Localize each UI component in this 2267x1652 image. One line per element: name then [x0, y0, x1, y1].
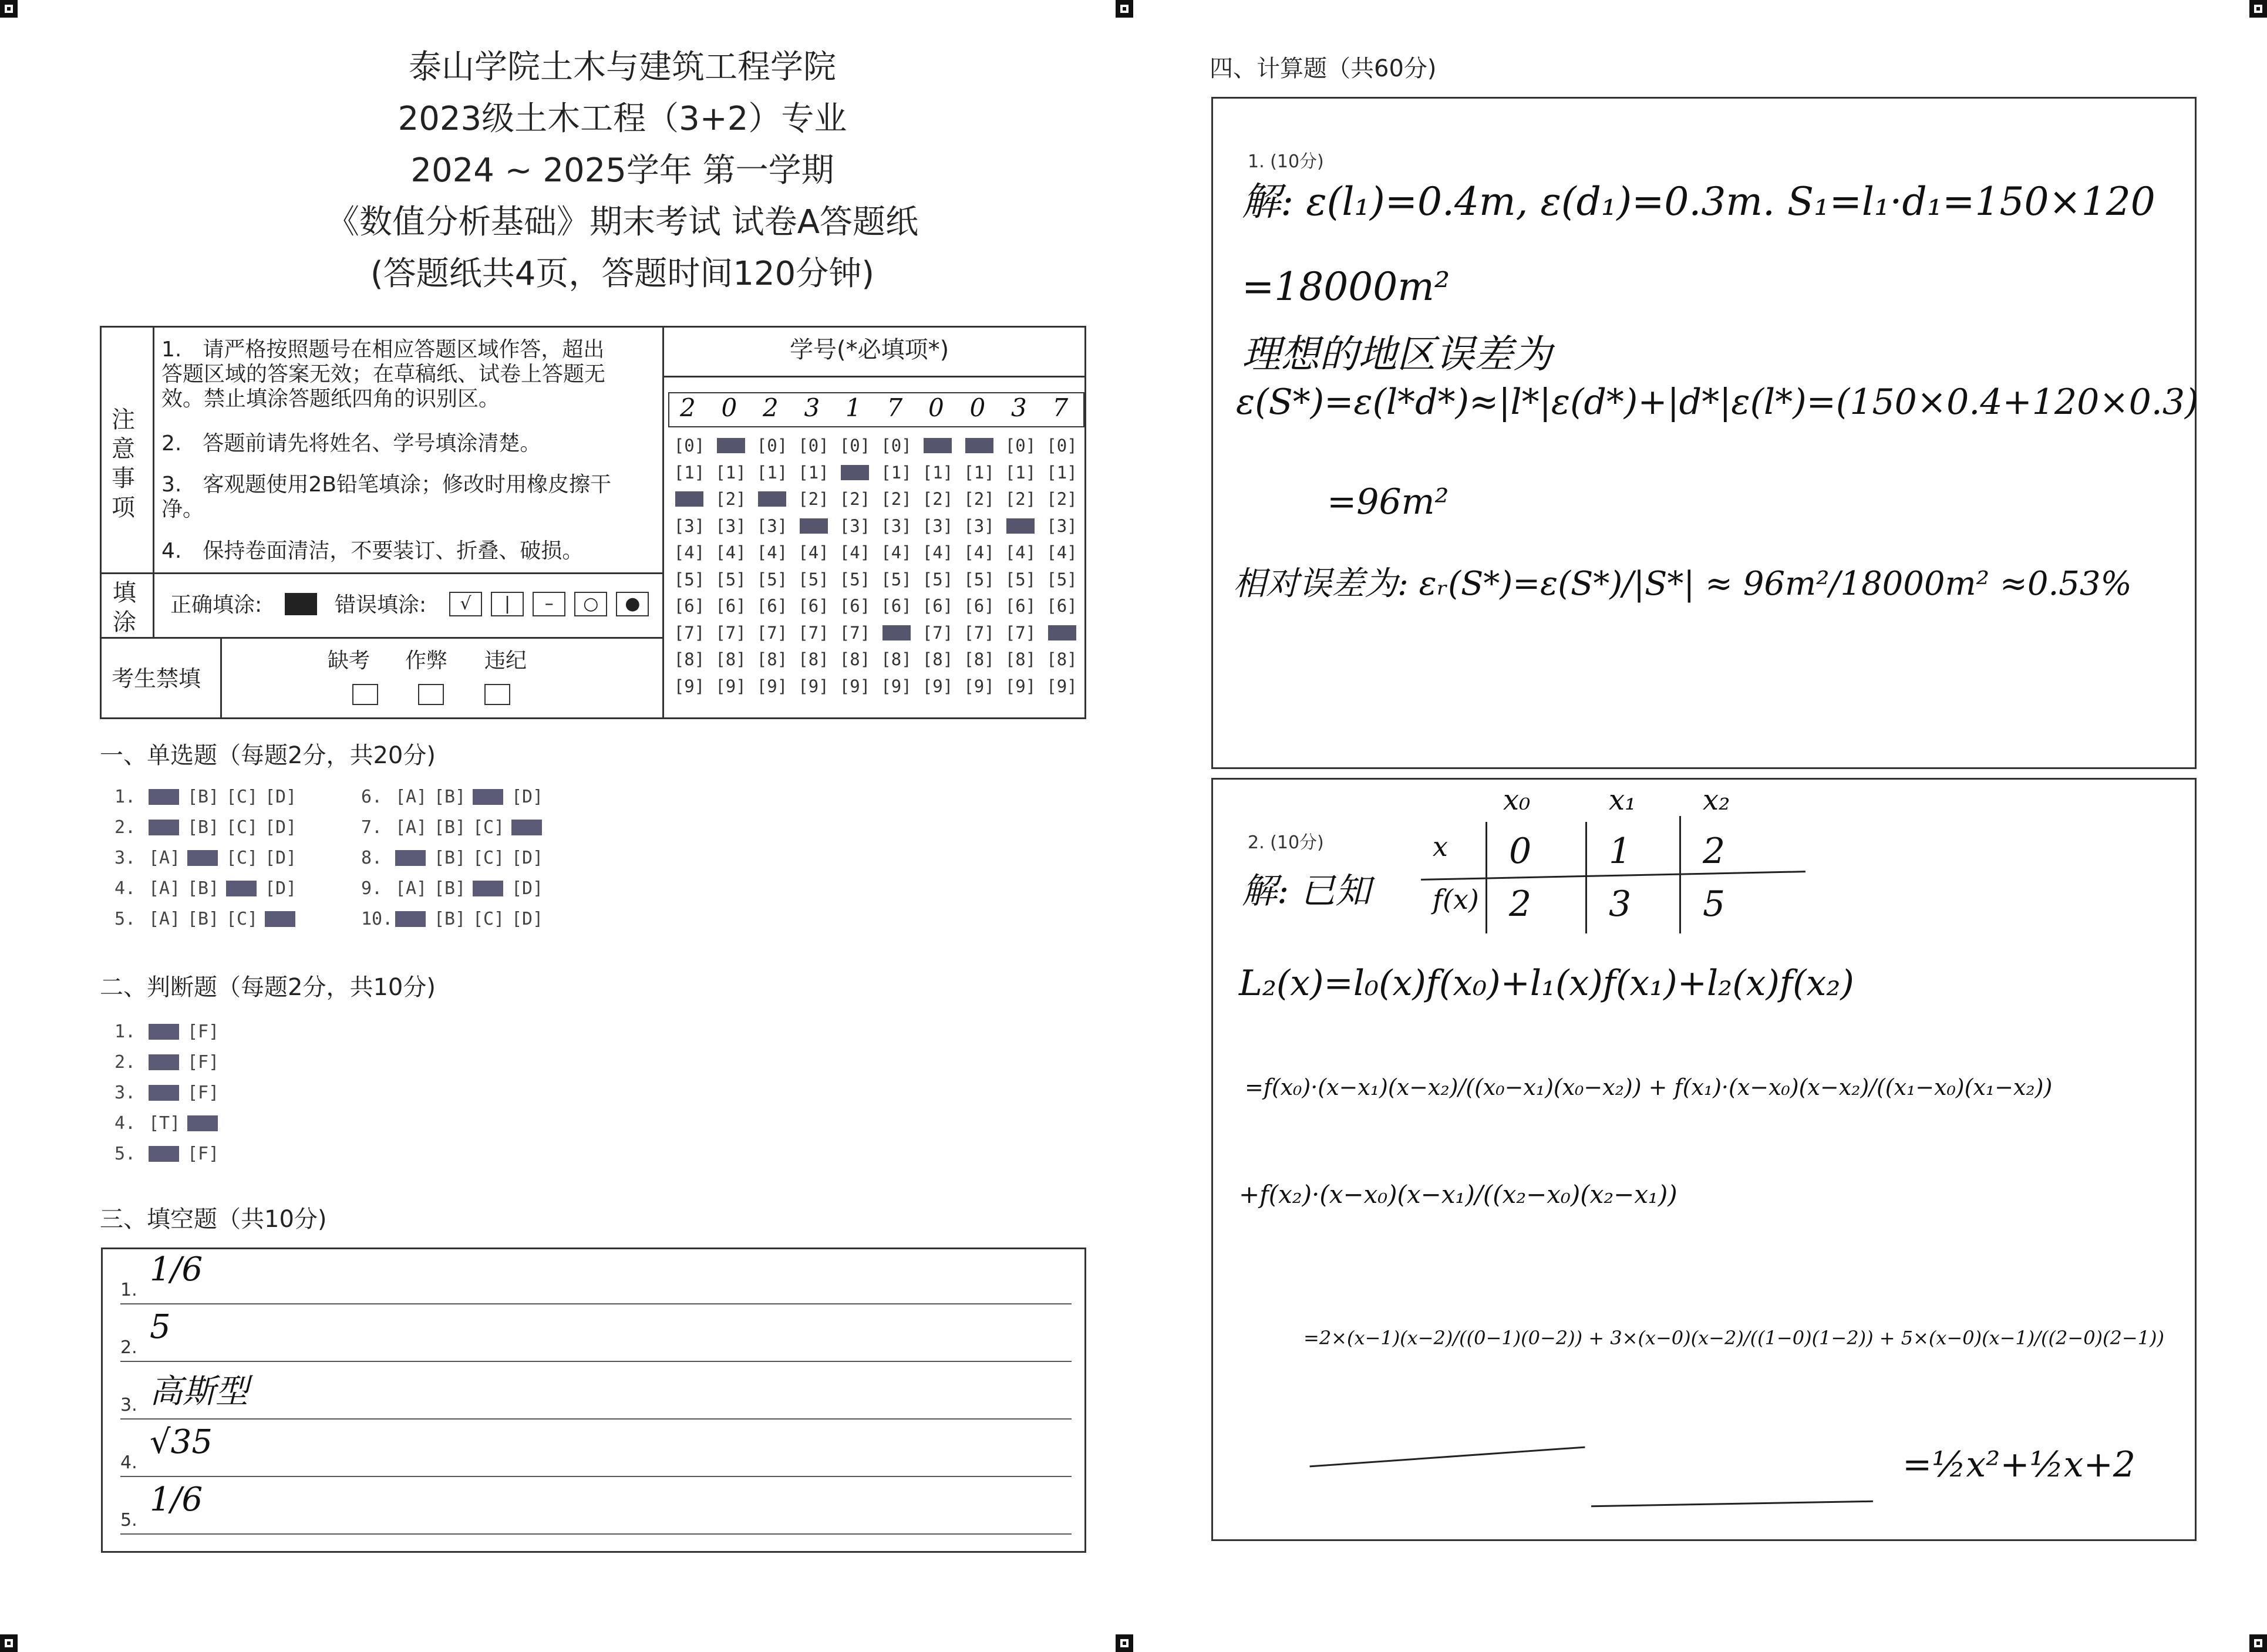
- true-false-bubble[interactable]: [F]: [187, 1083, 220, 1103]
- true-false-question: [114, 1052, 226, 1073]
- student-id-bubble[interactable]: [8]: [922, 649, 954, 669]
- student-id-bubble[interactable]: [5]: [715, 569, 746, 589]
- q1-line-3: 理想的地区误差为: [1242, 332, 1552, 377]
- forbidden-label: 考生禁填: [112, 666, 201, 692]
- blank-number: 5.: [120, 1510, 137, 1530]
- true-false-bubble[interactable]: [187, 1113, 226, 1134]
- true-false-bubble[interactable]: [149, 1083, 187, 1103]
- student-id-bubble[interactable]: [1]: [715, 462, 746, 483]
- question-number: 3.: [114, 1083, 136, 1103]
- question-number: 1.: [114, 787, 136, 807]
- blank-line: [120, 1303, 1072, 1304]
- single-choice-question: [114, 878, 304, 899]
- student-id-bubble[interactable]: [6]: [922, 596, 954, 616]
- choice-bubble[interactable]: [A]: [149, 878, 181, 899]
- blank-number: 2.: [120, 1337, 137, 1358]
- student-id-bubble[interactable]: [5]: [673, 569, 705, 589]
- student-id-bubble[interactable]: [875, 623, 918, 643]
- blank-number: 4.: [120, 1452, 137, 1473]
- student-id-written-digit: 3: [1011, 393, 1027, 422]
- student-id-bubble[interactable]: [2]: [922, 489, 954, 509]
- q2-table-cell: x: [1433, 831, 1448, 862]
- true-false-bubble[interactable]: [149, 1052, 187, 1073]
- choice-bubble[interactable]: [B]: [187, 817, 220, 838]
- correct-fill-label: 正确填涂:: [170, 593, 262, 617]
- q1-line-2: =18000m²: [1242, 264, 1450, 309]
- forbidden-cheat-box[interactable]: [418, 684, 444, 705]
- choice-bubble[interactable]: [A]: [395, 787, 427, 807]
- student-id-bubble[interactable]: [4]: [964, 542, 995, 562]
- student-id-bubble[interactable]: [834, 463, 876, 483]
- q2-label: 2. (10分): [1248, 832, 1324, 853]
- student-id-bubble[interactable]: [8]: [1005, 649, 1036, 669]
- student-id-bubble[interactable]: [6]: [839, 596, 871, 616]
- q1-line-1: 解: ε(l₁)=0.4m, ε(d₁)=0.3m. S₁=l₁·d₁=150×120: [1242, 179, 2155, 224]
- student-id-written-digit: 2: [680, 393, 696, 422]
- choice-bubble[interactable]: [D]: [265, 848, 297, 868]
- student-id-bubble[interactable]: [0]: [881, 436, 912, 456]
- student-id-bubble[interactable]: [8]: [756, 649, 788, 669]
- student-id-bubble[interactable]: [6]: [715, 596, 746, 616]
- student-id-written-digit: 2: [763, 393, 779, 422]
- true-false-question: [114, 1021, 226, 1042]
- wrong-mark-check: √: [449, 592, 482, 616]
- student-id-bubble[interactable]: [8]: [673, 649, 705, 669]
- choice-bubble[interactable]: [265, 909, 304, 929]
- student-id-bubble[interactable]: [5]: [881, 569, 912, 589]
- student-id-bubble[interactable]: [9]: [839, 676, 871, 696]
- student-id-bubble[interactable]: [9]: [715, 676, 746, 696]
- single-choice-question: [114, 848, 304, 868]
- question-number: 3.: [114, 848, 136, 868]
- q2-table-cell: 0: [1509, 831, 1532, 872]
- q1-line-4: ε(S*)=ε(l*d*)≈|l*|ε(d*)+|d*|ε(l*)=(150×0.4+120×0.3): [1236, 382, 2199, 423]
- single-choice-question: [114, 817, 304, 838]
- blank-answer[interactable]: √35: [150, 1423, 213, 1461]
- single-choice-question: [361, 787, 550, 807]
- wrong-fill-label: 错误填涂:: [335, 593, 427, 617]
- student-id-bubble[interactable]: [6]: [1046, 596, 1077, 616]
- choice-bubble[interactable]: [A]: [395, 878, 427, 899]
- choice-bubble[interactable]: [A]: [149, 909, 181, 929]
- student-id-bubble[interactable]: [3]: [922, 515, 954, 536]
- single-choice-question: [361, 909, 550, 929]
- student-id-bubble[interactable]: [7]: [839, 622, 871, 643]
- student-id-bubble[interactable]: [6]: [673, 596, 705, 616]
- student-id-bubble[interactable]: [6]: [756, 596, 788, 616]
- student-id-bubble[interactable]: [7]: [964, 622, 995, 643]
- blank-line: [120, 1533, 1072, 1535]
- blank-answer[interactable]: 1/6: [150, 1250, 203, 1289]
- student-id-written-digit: 7: [1052, 393, 1069, 422]
- student-id-bubble[interactable]: [7]: [1005, 622, 1036, 643]
- student-id-bubble[interactable]: [8]: [1046, 649, 1077, 669]
- question-number: 9.: [361, 878, 383, 899]
- section3-title: 三、填空题（共10分): [100, 1206, 327, 1233]
- q2-prefix: 解: 已知: [1242, 871, 1371, 912]
- corner-marker-bottom-middle: [1116, 1634, 1133, 1652]
- student-id-bubble[interactable]: [4]: [673, 542, 705, 562]
- choice-bubble[interactable]: [B]: [434, 848, 466, 868]
- q2-table-cell: 1: [1609, 831, 1632, 872]
- choice-bubble[interactable]: [C]: [226, 817, 258, 838]
- choice-bubble[interactable]: [D]: [265, 787, 297, 807]
- question-number: 7.: [361, 817, 383, 838]
- true-false-bubble[interactable]: [T]: [149, 1113, 181, 1134]
- header-line-4: 《数值分析基础》期末考试 试卷A答题纸: [326, 203, 919, 241]
- student-id-bubble[interactable]: [917, 436, 959, 456]
- student-id-bubble[interactable]: [6]: [798, 596, 829, 616]
- forbidden-violation: 违纪: [484, 649, 527, 673]
- choice-bubble[interactable]: [395, 848, 434, 868]
- student-id-bubble[interactable]: [958, 436, 1001, 456]
- student-id-bubble[interactable]: [1]: [1046, 462, 1077, 483]
- student-id-bubble[interactable]: [2]: [1005, 489, 1036, 509]
- student-id-bubble[interactable]: [2]: [964, 489, 995, 509]
- student-id-bubble[interactable]: [3]: [673, 515, 705, 536]
- student-id-bubble[interactable]: [2]: [715, 489, 746, 509]
- student-id-bubble[interactable]: [4]: [1005, 542, 1036, 562]
- forbidden-violation-box[interactable]: [484, 684, 510, 705]
- choice-bubble[interactable]: [C]: [226, 909, 258, 929]
- student-id-written-digit: 7: [887, 393, 903, 422]
- student-id-bubble[interactable]: [5]: [798, 569, 829, 589]
- student-id-bubble[interactable]: [4]: [715, 542, 746, 562]
- student-id-bubble[interactable]: [710, 436, 752, 456]
- student-id-bubble[interactable]: [0]: [673, 436, 705, 456]
- student-id-written-digit: 0: [721, 393, 737, 422]
- student-id-bubble[interactable]: [5]: [964, 569, 995, 589]
- question-number: 8.: [361, 848, 383, 868]
- student-id-bubble[interactable]: [1]: [798, 462, 829, 483]
- q2-head-x2: x₂: [1703, 784, 1730, 817]
- choice-bubble[interactable]: [226, 878, 265, 899]
- choice-bubble[interactable]: [C]: [226, 787, 258, 807]
- choice-bubble[interactable]: [149, 817, 187, 838]
- q1-line-5: =96m²: [1327, 481, 1449, 522]
- forbidden-cheat: 作弊: [405, 649, 448, 673]
- choice-bubble[interactable]: [395, 909, 434, 929]
- true-false-bubble[interactable]: [149, 1021, 187, 1042]
- notice-item-2: 2. 答题前请先将姓名、学号填涂清楚。: [161, 431, 541, 456]
- student-id-bubble[interactable]: [7]: [798, 622, 829, 643]
- q2-line-2: =f(x₀)·(x−x₁)(x−x₂)/((x₀−x₁)(x₀−x₂)) + f(x₁)·(x−x₀)(x−x₂)/((x₁−x₀)(x₁−x₂)): [1245, 1074, 2053, 1100]
- choice-bubble[interactable]: [D]: [511, 909, 544, 929]
- q2-line-3: +f(x₂)·(x−x₀)(x−x₁)/((x₂−x₀)(x₂−x₁)): [1239, 1180, 1677, 1209]
- single-choice-question: [114, 909, 304, 929]
- student-id-bubble[interactable]: [6]: [964, 596, 995, 616]
- choice-bubble[interactable]: [D]: [511, 878, 544, 899]
- corner-marker-bottom-right: [2249, 1634, 2267, 1652]
- student-id-bubble[interactable]: [3]: [715, 515, 746, 536]
- true-false-bubble[interactable]: [F]: [187, 1052, 220, 1073]
- student-id-bubble[interactable]: [4]: [881, 542, 912, 562]
- notice-label: 注意事项: [112, 406, 135, 521]
- student-id-bubble[interactable]: [9]: [1046, 676, 1077, 696]
- student-id-bubble[interactable]: [3]: [1046, 515, 1077, 536]
- blank-answer[interactable]: 高斯型: [150, 1373, 248, 1411]
- student-id-bubble[interactable]: [1]: [1005, 462, 1036, 483]
- student-id-bubble[interactable]: [6]: [881, 596, 912, 616]
- student-id-bubble[interactable]: [4]: [839, 542, 871, 562]
- student-id-bubble[interactable]: [1]: [922, 462, 954, 483]
- choice-bubble[interactable]: [D]: [511, 787, 544, 807]
- student-id-bubble[interactable]: [1]: [964, 462, 995, 483]
- blank-line: [120, 1418, 1072, 1420]
- choice-bubble[interactable]: [149, 787, 187, 807]
- header-line-1: 泰山学院土木与建筑工程学院: [409, 48, 836, 86]
- student-id-bubble[interactable]: [7]: [756, 622, 788, 643]
- choice-bubble[interactable]: [473, 787, 511, 807]
- choice-bubble[interactable]: [C]: [473, 848, 505, 868]
- choice-bubble[interactable]: [B]: [434, 909, 466, 929]
- student-id-bubble[interactable]: [2]: [839, 489, 871, 509]
- question-number: 10.: [361, 909, 393, 929]
- student-id-bubble[interactable]: [999, 516, 1042, 536]
- choice-bubble[interactable]: [B]: [187, 909, 220, 929]
- blank-line: [120, 1361, 1072, 1362]
- student-id-written-digit: 3: [804, 393, 820, 422]
- header-line-3: 2024 ~ 2025学年 第一学期: [410, 151, 834, 190]
- q2-head-x1: x₁: [1609, 784, 1636, 817]
- student-id-bubble[interactable]: [4]: [1046, 542, 1077, 562]
- q2-line-1: L₂(x)=l₀(x)f(x₀)+l₁(x)f(x₁)+l₂(x)f(x₂): [1239, 963, 1854, 1004]
- corner-marker-top-right: [2249, 0, 2267, 18]
- student-id-bubble[interactable]: [9]: [964, 676, 995, 696]
- choice-bubble[interactable]: [473, 878, 511, 899]
- choice-bubble[interactable]: [C]: [473, 909, 505, 929]
- student-id-bubble[interactable]: [793, 516, 835, 536]
- forbidden-absent-box[interactable]: [352, 684, 378, 705]
- question-number: 5.: [114, 1144, 136, 1164]
- student-id-label: 学号(*必填项*): [790, 336, 949, 363]
- corner-marker-top-left: [0, 0, 18, 18]
- student-id-bubble[interactable]: [8]: [881, 649, 912, 669]
- question-number: 2.: [114, 1052, 136, 1073]
- wrong-fill-samples: [449, 592, 649, 616]
- student-id-bubble[interactable]: [4]: [922, 542, 954, 562]
- single-choice-question: [114, 787, 304, 807]
- notice-item-1: 1. 请严格按照题号在相应答题区域作答，超出答题区域的答案无效；在草稿纸、试卷上答题无效。禁止填涂答题纸四角的识别区。: [161, 338, 606, 411]
- notice-item-4: 4. 保持卷面清洁，不要装订、折叠、破损。: [161, 539, 584, 563]
- choice-bubble[interactable]: [C]: [473, 817, 505, 838]
- student-id-written-digit: 1: [846, 393, 861, 422]
- student-id-bubble[interactable]: [9]: [881, 676, 912, 696]
- question-number: 4.: [114, 878, 136, 899]
- notice-item-3: 3. 客观题使用2B铅笔填涂；修改时用橡皮擦干净。: [161, 473, 611, 521]
- student-id-bubble[interactable]: [6]: [1005, 596, 1036, 616]
- single-choice-question: [361, 817, 550, 838]
- blank-answer[interactable]: 5: [150, 1308, 171, 1346]
- fill-label: 填涂: [113, 579, 136, 636]
- choice-bubble[interactable]: [D]: [265, 878, 297, 899]
- question-number: 5.: [114, 909, 136, 929]
- blank-number: 3.: [120, 1395, 137, 1415]
- student-id-bubble[interactable]: [4]: [756, 542, 788, 562]
- correct-fill-sample: [285, 593, 317, 615]
- choice-bubble[interactable]: [511, 817, 550, 838]
- student-id-bubble[interactable]: [7]: [673, 622, 705, 643]
- student-id-bubble[interactable]: [0]: [1005, 436, 1036, 456]
- student-id-bubble[interactable]: [751, 489, 793, 509]
- student-id-bubble[interactable]: [9]: [798, 676, 829, 696]
- student-id-bubble[interactable]: [8]: [964, 649, 995, 669]
- wrong-mark-dash: –: [533, 592, 565, 616]
- student-id-bubble[interactable]: [2]: [1046, 489, 1077, 509]
- student-id-bubble[interactable]: [1]: [881, 462, 912, 483]
- blank-answer[interactable]: 1/6: [150, 1481, 203, 1519]
- corner-marker-top-middle: [1116, 0, 1133, 18]
- fill-blank-box: [101, 1248, 1086, 1553]
- student-id-bubble[interactable]: [9]: [1005, 676, 1036, 696]
- student-id-bubble[interactable]: [5]: [1005, 569, 1036, 589]
- q2-line-4: =2×(x−1)(x−2)/((0−1)(0−2)) + 3×(x−0)(x−2)/((1−0)(1−2)) + 5×(x−0)(x−1)/((2−0)(2−1)): [1303, 1327, 2165, 1349]
- question-number: 4.: [114, 1113, 136, 1134]
- question-number: 1.: [114, 1021, 136, 1042]
- student-id-bubble[interactable]: [9]: [756, 676, 788, 696]
- student-id-bubble[interactable]: [0]: [756, 436, 788, 456]
- choice-bubble[interactable]: [B]: [187, 787, 220, 807]
- student-id-handwritten: [668, 392, 1082, 425]
- q2-table-cell: f(x): [1433, 884, 1479, 915]
- choice-bubble[interactable]: [A]: [149, 848, 181, 868]
- q2-line-5: =½x²+½x+2: [1902, 1444, 2136, 1485]
- student-id-bubble[interactable]: [7]: [715, 622, 746, 643]
- student-id-bubble[interactable]: [8]: [798, 649, 829, 669]
- student-id-bubble[interactable]: [3]: [964, 515, 995, 536]
- student-id-bubble[interactable]: [9]: [922, 676, 954, 696]
- section2-title: 二、判断题（每题2分，共10分): [100, 974, 436, 1001]
- student-id-bubble[interactable]: [1]: [756, 462, 788, 483]
- blank-line: [120, 1476, 1072, 1477]
- q2-table-cell: 3: [1609, 884, 1632, 925]
- choice-bubble[interactable]: [187, 848, 226, 868]
- q1-line-6: 相对误差为: εᵣ(S*)=ε(S*)/|S*| ≈ 96m²/18000m² ≈0.53%: [1233, 565, 2132, 603]
- student-id-bubble[interactable]: [4]: [798, 542, 829, 562]
- wrong-mark-dot: ●: [616, 592, 649, 616]
- corner-marker-bottom-left: [0, 1634, 18, 1652]
- wrong-mark-bar: |: [491, 592, 524, 616]
- q2-table-cell: 2: [1509, 884, 1532, 925]
- question-number: 2.: [114, 817, 136, 838]
- choice-bubble[interactable]: [B]: [434, 817, 466, 838]
- header-line-5: (答题纸共4页，答题时间120分钟): [370, 255, 875, 293]
- student-id-written-digit: 0: [928, 393, 944, 422]
- forbidden-absent: 缺考: [328, 649, 370, 673]
- question-number: 6.: [361, 787, 383, 807]
- section4-title: 四、计算题（共60分): [1210, 55, 1437, 82]
- student-id-bubble[interactable]: [0]: [798, 436, 829, 456]
- student-id-bubble[interactable]: [3]: [881, 515, 912, 536]
- true-false-bubble[interactable]: [F]: [187, 1144, 220, 1164]
- student-id-bubble[interactable]: [0]: [1046, 436, 1077, 456]
- section1-title: 一、单选题（每题2分，共20分): [100, 742, 436, 769]
- choice-bubble[interactable]: [B]: [434, 787, 466, 807]
- student-id-bubble[interactable]: [3]: [839, 515, 871, 536]
- q2-head-x0: x₀: [1503, 784, 1531, 817]
- header-line-2: 2023级土木工程（3+2）专业: [398, 100, 847, 138]
- q2-table-cell: 5: [1703, 884, 1726, 925]
- wrong-mark-circle: ○: [574, 592, 607, 616]
- true-false-bubble[interactable]: [149, 1144, 187, 1164]
- student-id-bubble[interactable]: [5]: [922, 569, 954, 589]
- student-id-bubble[interactable]: [7]: [922, 622, 954, 643]
- true-false-bubble[interactable]: [F]: [187, 1021, 220, 1042]
- student-id-bubble[interactable]: [0]: [839, 436, 871, 456]
- choice-bubble[interactable]: [B]: [434, 878, 466, 899]
- student-id-bubble[interactable]: [5]: [1046, 569, 1077, 589]
- single-choice-question: [361, 848, 550, 868]
- student-id-bubble[interactable]: [9]: [673, 676, 705, 696]
- student-id-bubble[interactable]: [8]: [839, 649, 871, 669]
- student-id-bubble[interactable]: [2]: [798, 489, 829, 509]
- student-id-bubble[interactable]: [5]: [756, 569, 788, 589]
- choice-bubble[interactable]: [D]: [265, 817, 297, 838]
- true-false-question: [114, 1113, 226, 1134]
- student-id-bubble[interactable]: [2]: [881, 489, 912, 509]
- true-false-question: [114, 1083, 226, 1103]
- blank-number: 1.: [120, 1280, 137, 1300]
- student-id-bubble[interactable]: [5]: [839, 569, 871, 589]
- student-id-bubble[interactable]: [8]: [715, 649, 746, 669]
- q2-table-cell: 2: [1703, 831, 1726, 872]
- q1-label: 1. (10分): [1248, 151, 1324, 172]
- choice-bubble[interactable]: [D]: [511, 848, 544, 868]
- choice-bubble[interactable]: [C]: [226, 848, 258, 868]
- student-id-bubble[interactable]: [1]: [673, 462, 705, 483]
- true-false-question: [114, 1144, 226, 1164]
- student-id-bubble[interactable]: [3]: [756, 515, 788, 536]
- student-id-bubble[interactable]: [1041, 623, 1083, 643]
- choice-bubble[interactable]: [B]: [187, 878, 220, 899]
- single-choice-question: [361, 878, 550, 899]
- student-id-bubble[interactable]: [668, 489, 710, 509]
- choice-bubble[interactable]: [A]: [395, 817, 427, 838]
- student-id-written-digit: 0: [969, 393, 986, 422]
